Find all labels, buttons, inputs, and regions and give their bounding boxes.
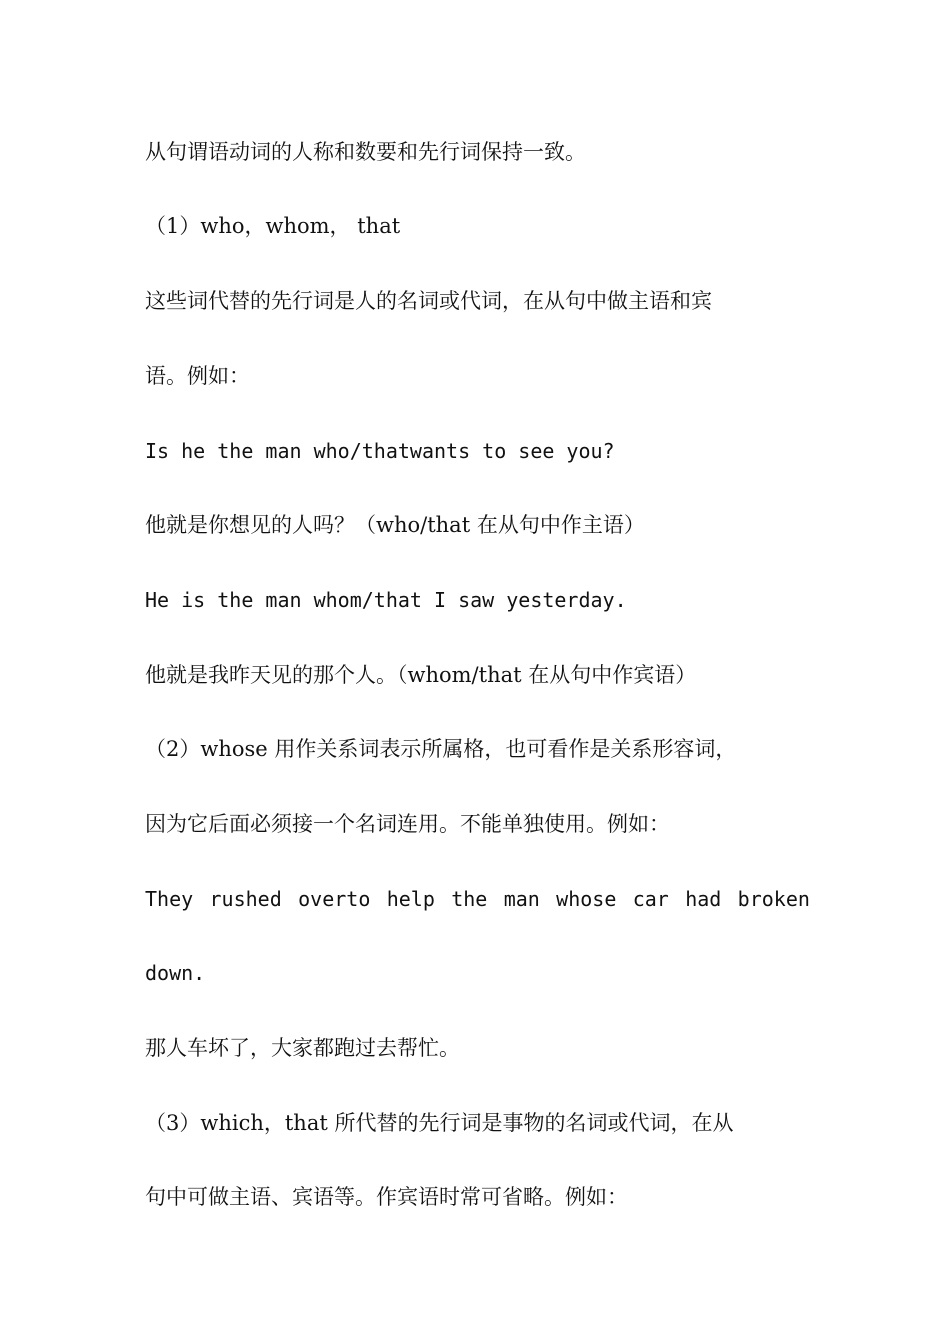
word: car bbox=[632, 887, 669, 911]
text-line-9: （2）whose 用作关系词表示所属格，也可看作是关系形容词， bbox=[145, 737, 737, 761]
word: the bbox=[451, 887, 488, 911]
text-line-2: （1）who，whom， that bbox=[145, 214, 401, 238]
example-sentence-1: Is he the man who/thatwants to see you? bbox=[145, 439, 615, 463]
word: broken bbox=[737, 887, 810, 911]
example-sentence-3-continuation: down. bbox=[145, 961, 206, 985]
text-line-10: 因为它后面必须接一个名词连用。不能单独使用。例如： bbox=[145, 812, 670, 836]
text-line-14: （3）which，that 所代替的先行词是事物的名词或代词，在从 bbox=[145, 1111, 734, 1135]
word: man bbox=[503, 887, 540, 911]
text-line-1: 从句谓语动词的人称和数要和先行词保持一致。 bbox=[145, 140, 586, 164]
text-line-15: 句中可做主语、宾语等。作宾语时常可省略。例如： bbox=[145, 1185, 628, 1209]
translation-1: 他就是你想见的人吗？（who/that 在从句中作主语） bbox=[145, 513, 645, 537]
example-sentence-3 bbox=[145, 884, 810, 914]
translation-2: 他就是我昨天见的那个人。（whom/that 在从句中作宾语） bbox=[145, 663, 697, 687]
word: They bbox=[145, 887, 194, 911]
word: rushed bbox=[209, 887, 282, 911]
word: help bbox=[386, 887, 435, 911]
word: whose bbox=[556, 887, 617, 911]
word: overto bbox=[298, 887, 371, 911]
example-sentence-2: He is the man whom/that I saw yesterday. bbox=[145, 588, 627, 612]
text-line-4: 语。例如： bbox=[145, 364, 250, 388]
text-line-3: 这些词代替的先行词是人的名词或代词，在从句中做主语和宾 bbox=[145, 289, 712, 313]
translation-3: 那人车坏了，大家都跑过去帮忙。 bbox=[145, 1036, 460, 1060]
word: had bbox=[685, 887, 722, 911]
